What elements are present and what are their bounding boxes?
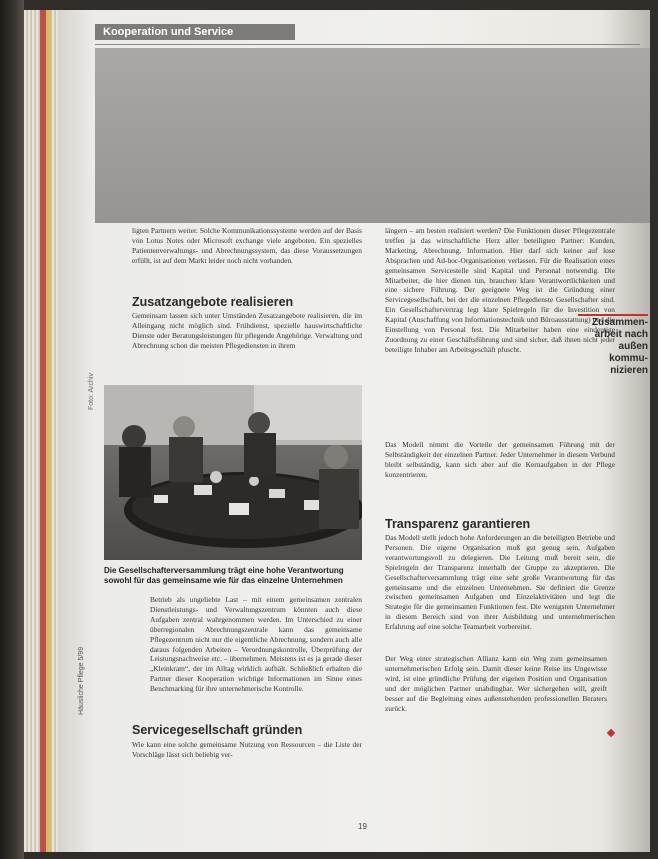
photo-credit: Foto: Archiv: [88, 373, 95, 410]
pullquote-line-3: außen kommu-: [609, 341, 648, 364]
right-para-1: längern – am besten realisiert werden? Die Funktionen dieser Pflegezentrale treffen ja das wirtschaftliche Herz aller beteiligten Partner: Kunden, Marketing, Abrechnung, Information. Hier darf sich keiner auf lose Absprachen und Ad-hoc-Organisationen verlassen. Für die Realisation eines gemeinsamen Servicestelle sind Kapital und Personal notwendig. Die Mitarbeiter, die hier dienen tun, brauchen klare Verantwortlichkeiten und eine sichere Führung. Der geeignete Weg ist die Gründung einer Servicegesellschaft, bei der die einzelnen Pflegedienste Gesellschafter sind. Ein Gesellschaftervertrag legt klare Spielregeln für die Investition von Kapital (Anschaffung von Informationstechnik und Büroausstattung) und die Einstellung von Personal fest. Die Mitarbeiter haben eine eindeutige Zuordnung zu einer Geschäftsführung und sind sicher, daß ihnen nicht jeder beteiligte Inhaber am Arbeitsgeschäft pfuscht.: [385, 226, 615, 354]
meeting-photo: [104, 385, 362, 560]
meeting-photo-illustration: [104, 385, 362, 560]
header-rule: [95, 44, 640, 45]
photo-caption: Die Gesellschafterversammlung trägt eine hohe Verantwortung sowohl für das gemeinsame wie für das einzelne Unternehmen: [104, 566, 344, 585]
pullquote-rule: [578, 314, 648, 316]
pullquote-line-4: nizieren: [610, 365, 648, 376]
right-para-3: Das Modell stellt jedoch hohe Anforderungen an die beteiligten Betriebe und Personen. Die eigene Organisation muß gut genug sein, Aufgaben verantwortungsvoll zu delegieren. Die Leitung muß bereit sein, die Spielregeln der Transparenz innerhalb der Gruppe zu akzeptieren. Die Gesellschafterversammlung trägt eine sehr große Verantwortung für das gemeinsame und die einzelnen Unternehmen. Sie definiert die Grenze zwischen gemeinsamen Aufgaben und Einzelaktivitäten und legt die Strategie für die gemeinsamen Funktionen fest. Die wenigsten Unternehmer in diesem Bereich sind von ihrer Ausbildung und unternehmerischen Erfahrung auf eine solche Teamarbeit vorbereitet.: [385, 533, 615, 632]
pullquote-line-1: Zusammen-: [591, 317, 648, 328]
pullquote-line-2: arbeit nach: [594, 329, 648, 340]
book-spine: [0, 0, 24, 859]
right-para-4: Der Weg einer strategischen Allianz kann ein Weg zum gemeinsamen unternehmerischen Erfolg sein. Damit dieser keine Reise ins Ungewisse wird, ist eine gründliche Prüfung der eigenen Position und Organisation und der möglichen Partner unabdingbar. Wer sichergehen will, greift besser auf die Begleitung eines außenstehenden professionellen Beraters zurück.: [385, 654, 607, 713]
left-para-2: Gemeinsam lassen sich unter Umständen Zusatzangebote realisieren, die im Alleingang nicht möglich sind. Frühdienst, spezielle hauswirtschaftliche Dienste oder Beratungsleistungen für pflegende Angehörige. Verwaltung und Abrechnung schon die meisten Pflegediensten in ihrem: [132, 311, 362, 350]
article-end-mark: [607, 729, 615, 737]
left-para-1: ligten Partnern weiter. Solche Kommunikationssysteme werden auf der Basis von Lotus Notes oder Microsoft exchange viele angeboten. Ein spezielles Patientenverwaltungs- und Abrechnungssystem, das diese Voraussetzungen erfüllt, ist auf dem Markt leider noch nicht vorhanden.: [132, 226, 362, 265]
left-para-4: Wie kann eine solche gemeinsame Nutzung von Ressourcen – die Liste der Vorschläge lässt sich beliebig ver-: [132, 740, 362, 759]
magazine-page: [58, 10, 650, 852]
page-number: 19: [358, 822, 367, 831]
journal-name: Häusliche Pflege 5/99: [78, 646, 85, 715]
hero-image: [95, 48, 650, 223]
right-para-2: Das Modell nimmt die Vorteile der gemeinsamen Führung mit der Selbständigkeit der einzelnen Partner. Jeder Unternehmer in diesem Verbund bleibt selbständig, kann sich aber auf die Kernaufgaben in der Pflege konzentrieren.: [385, 440, 615, 479]
left-para-3: Betrieb als ungeliebte Last – mit einem gemeinsamen zentralen Dienstleistungs- und Verwaltungszentrum könnten auch diese Aufgaben zentral wahrgenommen werden. Im Unterschied zu einer überregionalen Abrechnungszentrale kann das gemeinsame Pflegezentrum nicht nur die eigentliche Abrechnung, sondern auch alle daraus folgenden Arbeiten – Verordnungskontrolle, Überprüfung der Leistungsnachweise etc. – übernehmen. Meistens ist es ja gerade dieser „Kleinkram“, der im Alltag wirklich aufhält. Schließlich erhalten die Partner dieser Kooperation wichtige Informationen im Sinne eines Benchmarking für ihre unternehmerische Kontrolle.: [150, 595, 362, 694]
heading-transparenz: Transparenz garantieren: [385, 517, 531, 531]
section-banner: Kooperation und Service: [95, 24, 295, 40]
pullquote: [578, 317, 648, 377]
tab-marker-yellow: [46, 10, 51, 852]
heading-zusatzangebote: Zusatzangebote realisieren: [132, 295, 294, 309]
heading-servicegesellschaft: Servicegesellschaft gründen: [132, 723, 303, 737]
